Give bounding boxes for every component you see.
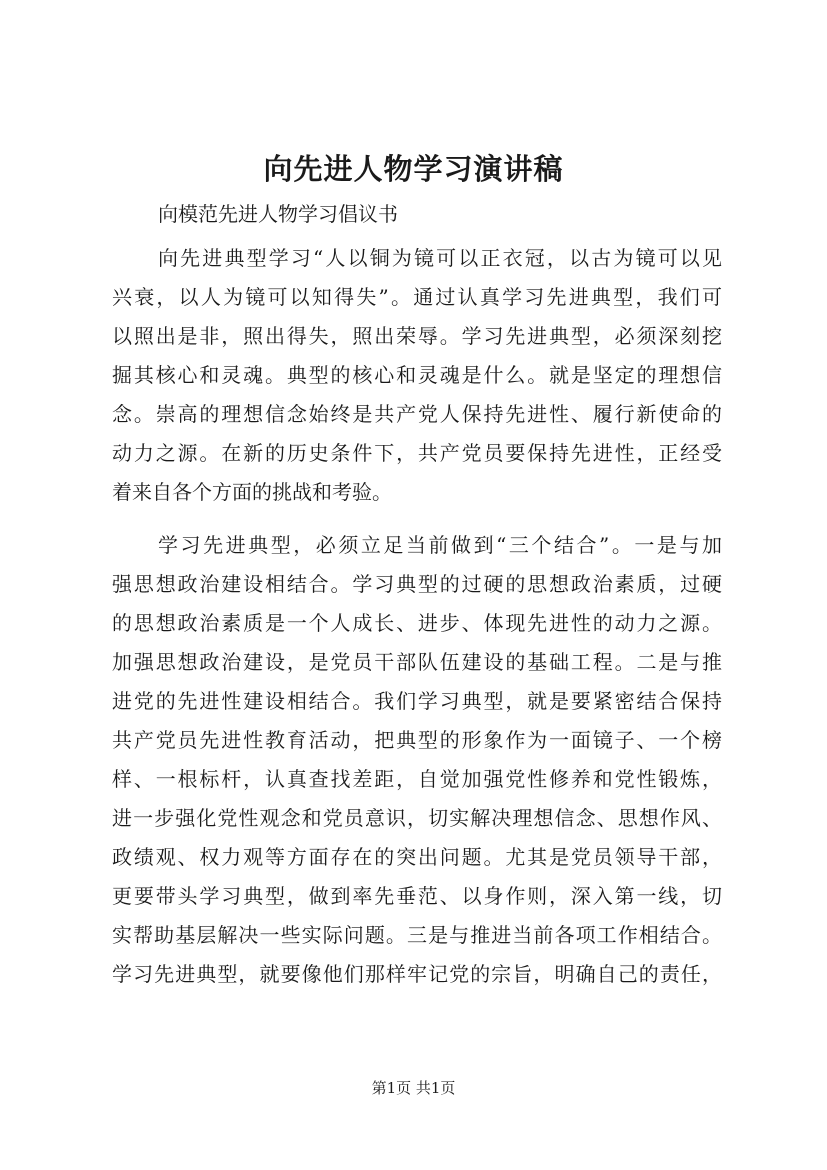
text-line: 着来自各个方面的挑战和考验。 [112,480,392,504]
text-line: 加强思想政治建设，是党员干部队伍建设的基础工程。二是与推 [112,650,722,674]
text-line: 以照出是非，照出得失，照出荣辱。学习先进典型，必须深刻挖 [112,324,722,348]
text-line: 样、一根标杆，认真查找差距，自觉加强党性修养和党性锻炼， [112,767,722,791]
text-line: 动力之源。在新的历史条件下，共产党员要保持先进性，正经受 [112,441,722,465]
page-number-footer: 第1页 共1页 [371,1079,456,1097]
text-line: 共产党员先进性教育活动，把典型的形象作为一面镜子、一个榜 [112,728,722,752]
document-title: 向先进人物学习演讲稿 [263,152,564,186]
text-line: 实帮助基层解决一些实际问题。三是与推进当前各项工作相结合。 [112,923,722,947]
document-subtitle: 向模范先进人物学习倡议书 [158,202,398,226]
text-line: 更要带头学习典型，做到率先垂范、以身作则，深入第一线，切 [112,884,722,908]
text-line: 政绩观、权力观等方面存在的突出问题。尤其是党员领导干部， [112,845,722,869]
text-line: 的思想政治素质是一个人成长、进步、体现先进性的动力之源。 [112,611,722,635]
text-line: 学习先进典型，必须立足当前做到“三个结合”。一是与加 [158,533,722,557]
text-line: 掘其核心和灵魂。典型的核心和灵魂是什么。就是坚定的理想信 [112,363,722,387]
text-line: 向先进典型学习“人以铜为镜可以正衣冠，以古为镜可以见 [158,246,722,270]
text-line: 进党的先进性建设相结合。我们学习典型，就是要紧密结合保持 [112,689,722,713]
text-line: 兴衰，以人为镜可以知得失”。通过认真学习先进典型，我们可 [112,285,722,309]
text-line: 学习先进典型，就要像他们那样牢记党的宗旨，明确自己的责任， [112,962,722,986]
text-line: 念。崇高的理想信念始终是共产党人保持先进性、履行新使命的 [112,402,722,426]
text-line: 强思想政治建设相结合。学习典型的过硬的思想政治素质，过硬 [112,572,722,596]
text-line: 进一步强化党性观念和党员意识，切实解决理想信念、思想作风、 [112,806,722,830]
